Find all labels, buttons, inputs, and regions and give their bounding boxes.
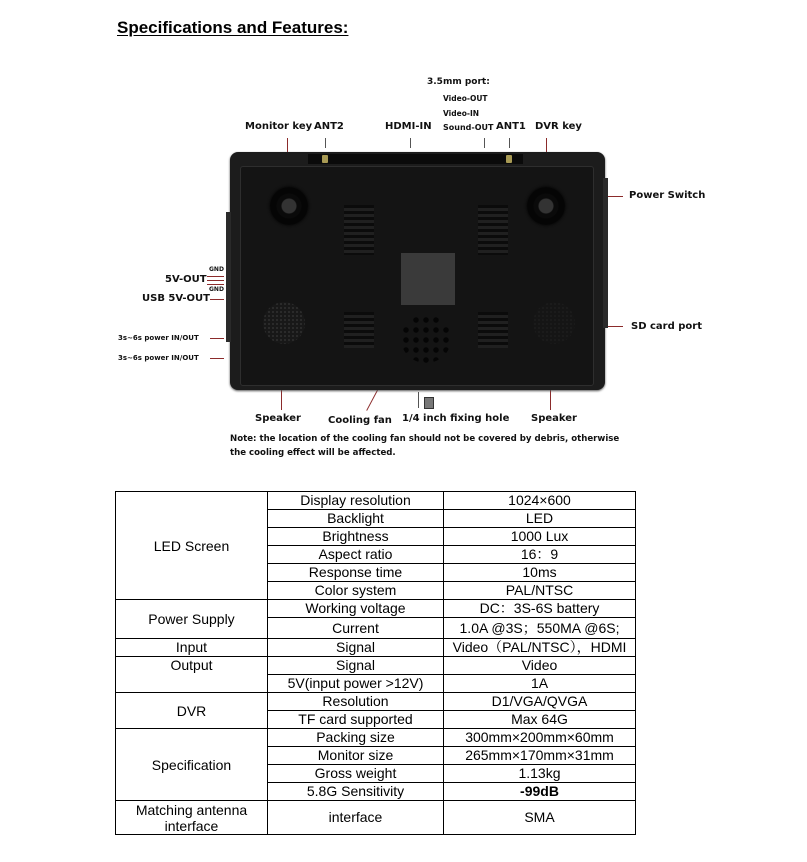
category-dvr: DVR bbox=[116, 693, 268, 729]
spec-value: DC：3S-6S battery bbox=[444, 600, 636, 618]
left-port-edge bbox=[226, 212, 231, 342]
spec-item: interface bbox=[268, 801, 444, 835]
spec-item: 5V(input power >12V) bbox=[268, 675, 444, 693]
spec-item: TF card supported bbox=[268, 711, 444, 729]
vent-top-right bbox=[478, 205, 508, 255]
category-output: Output bbox=[116, 657, 268, 693]
label-gnd-2: GND bbox=[209, 286, 224, 293]
table-row bbox=[116, 657, 636, 675]
monitor-key-knob bbox=[270, 187, 308, 225]
spec-value: 1000 Lux bbox=[444, 528, 636, 546]
label-5v-out: 5V-OUT bbox=[165, 274, 207, 285]
spec-item: Gross weight bbox=[268, 765, 444, 783]
leader-hdmi-in bbox=[410, 138, 411, 148]
speaker-grille-left bbox=[263, 302, 305, 344]
category-led-screen: LED Screen bbox=[116, 492, 268, 600]
category-input: Input bbox=[116, 639, 268, 657]
top-port-strip bbox=[308, 154, 523, 164]
spec-item: Signal bbox=[268, 657, 444, 675]
cooling-note: Note: the location of the cooling fan should not be covered by debris, otherwise the cooling effect will be affected. bbox=[230, 434, 620, 458]
table-row bbox=[116, 639, 636, 657]
category-specification: Specification bbox=[116, 729, 268, 801]
leader-ant2 bbox=[325, 138, 326, 148]
label-monitor-key: Monitor key bbox=[245, 121, 313, 132]
leader-5v-out-b bbox=[207, 280, 224, 281]
leader-power-switch bbox=[607, 196, 623, 197]
label-video-out: Video-OUT bbox=[443, 94, 488, 103]
spec-value: -99dB bbox=[444, 783, 636, 801]
spec-value: 1A bbox=[444, 675, 636, 693]
spec-value: 10ms bbox=[444, 564, 636, 582]
spec-value: 1.0A @3S；550MA @6S; bbox=[444, 618, 636, 639]
spec-value: 300mm×200mm×60mm bbox=[444, 729, 636, 747]
label-speaker-left: Speaker bbox=[255, 413, 301, 424]
label-sound-out: Sound-OUT bbox=[443, 123, 494, 132]
leader-power-io-1 bbox=[210, 338, 224, 339]
label-plate bbox=[401, 253, 455, 305]
leader-fixing-hole bbox=[418, 392, 419, 408]
spec-item: Current bbox=[268, 618, 444, 639]
vent-bottom-left bbox=[344, 312, 374, 348]
spec-table bbox=[115, 491, 636, 835]
spec-value: 16：9 bbox=[444, 546, 636, 564]
table-row bbox=[116, 693, 636, 711]
table-row bbox=[116, 600, 636, 618]
spec-item: Resolution bbox=[268, 693, 444, 711]
label-speaker-right: Speaker bbox=[531, 413, 577, 424]
label-dvr-key: DVR key bbox=[535, 121, 582, 132]
spec-item: Working voltage bbox=[268, 600, 444, 618]
spec-item: Backlight bbox=[268, 510, 444, 528]
spec-value: Max 64G bbox=[444, 711, 636, 729]
label-video-in: Video-IN bbox=[443, 109, 480, 118]
spec-value: 1024×600 bbox=[444, 492, 636, 510]
ant2-connector bbox=[322, 155, 328, 163]
spec-value: 265mm×170mm×31mm bbox=[444, 747, 636, 765]
spec-value: Video（PAL/NTSC），HDMI bbox=[444, 639, 636, 657]
leader-5v-out-a bbox=[207, 276, 224, 277]
monitor-back-panel bbox=[230, 152, 605, 390]
label-3-5mm-port-heading: 3.5mm port: bbox=[427, 77, 490, 87]
label-sd-card-port: SD card port bbox=[631, 321, 702, 332]
page-title: Specifications and Features: bbox=[117, 18, 349, 37]
label-usb-5v-out: USB 5V-OUT bbox=[142, 293, 210, 304]
spec-item: Color system bbox=[268, 582, 444, 600]
leader-power-io-2 bbox=[210, 358, 224, 359]
leader-sd-card-port bbox=[607, 326, 623, 327]
table-row bbox=[116, 492, 636, 510]
leader-ant1 bbox=[509, 138, 510, 148]
right-port-edge bbox=[603, 178, 608, 328]
spec-item: Response time bbox=[268, 564, 444, 582]
leader-5v-out-c bbox=[207, 284, 224, 285]
label-ant2: ANT2 bbox=[314, 121, 344, 132]
label-ant1: ANT1 bbox=[496, 121, 526, 132]
category-matching-antenna: Matching antenna interface bbox=[116, 801, 268, 835]
leader-3-5mm-port bbox=[484, 138, 485, 148]
table-row bbox=[116, 729, 636, 747]
fixing-hole bbox=[424, 397, 434, 409]
spec-value: D1/VGA/QVGA bbox=[444, 693, 636, 711]
spec-item: Brightness bbox=[268, 528, 444, 546]
label-power-switch: Power Switch bbox=[629, 190, 706, 201]
cooling-fan-holes bbox=[401, 315, 451, 363]
label-hdmi-in: HDMI-IN bbox=[385, 121, 432, 132]
spec-value: LED bbox=[444, 510, 636, 528]
spec-value: Video bbox=[444, 657, 636, 675]
vent-bottom-right bbox=[478, 312, 508, 348]
back-plate bbox=[240, 166, 594, 386]
leader-usb-5v-out bbox=[210, 299, 224, 300]
category-power-supply: Power Supply bbox=[116, 600, 268, 639]
spec-value: PAL/NTSC bbox=[444, 582, 636, 600]
spec-value: SMA bbox=[444, 801, 636, 835]
ant1-connector bbox=[506, 155, 512, 163]
speaker-grille-right bbox=[533, 302, 575, 344]
spec-item: Monitor size bbox=[268, 747, 444, 765]
label-power-in-out-1: 3s~6s power IN/OUT bbox=[118, 334, 199, 342]
label-gnd-1: GND bbox=[209, 266, 224, 273]
spec-item: Aspect ratio bbox=[268, 546, 444, 564]
label-fixing-hole: 1/4 inch fixing hole bbox=[402, 413, 510, 424]
label-cooling-fan: Cooling fan bbox=[328, 415, 392, 426]
spec-item: Packing size bbox=[268, 729, 444, 747]
spec-item: 5.8G Sensitivity bbox=[268, 783, 444, 801]
vent-top-left bbox=[344, 205, 374, 255]
spec-item: Display resolution bbox=[268, 492, 444, 510]
spec-value: 1.13kg bbox=[444, 765, 636, 783]
dvr-key-knob bbox=[527, 187, 565, 225]
label-power-in-out-2: 3s~6s power IN/OUT bbox=[118, 354, 199, 362]
spec-item: Signal bbox=[268, 639, 444, 657]
table-row bbox=[116, 801, 636, 835]
